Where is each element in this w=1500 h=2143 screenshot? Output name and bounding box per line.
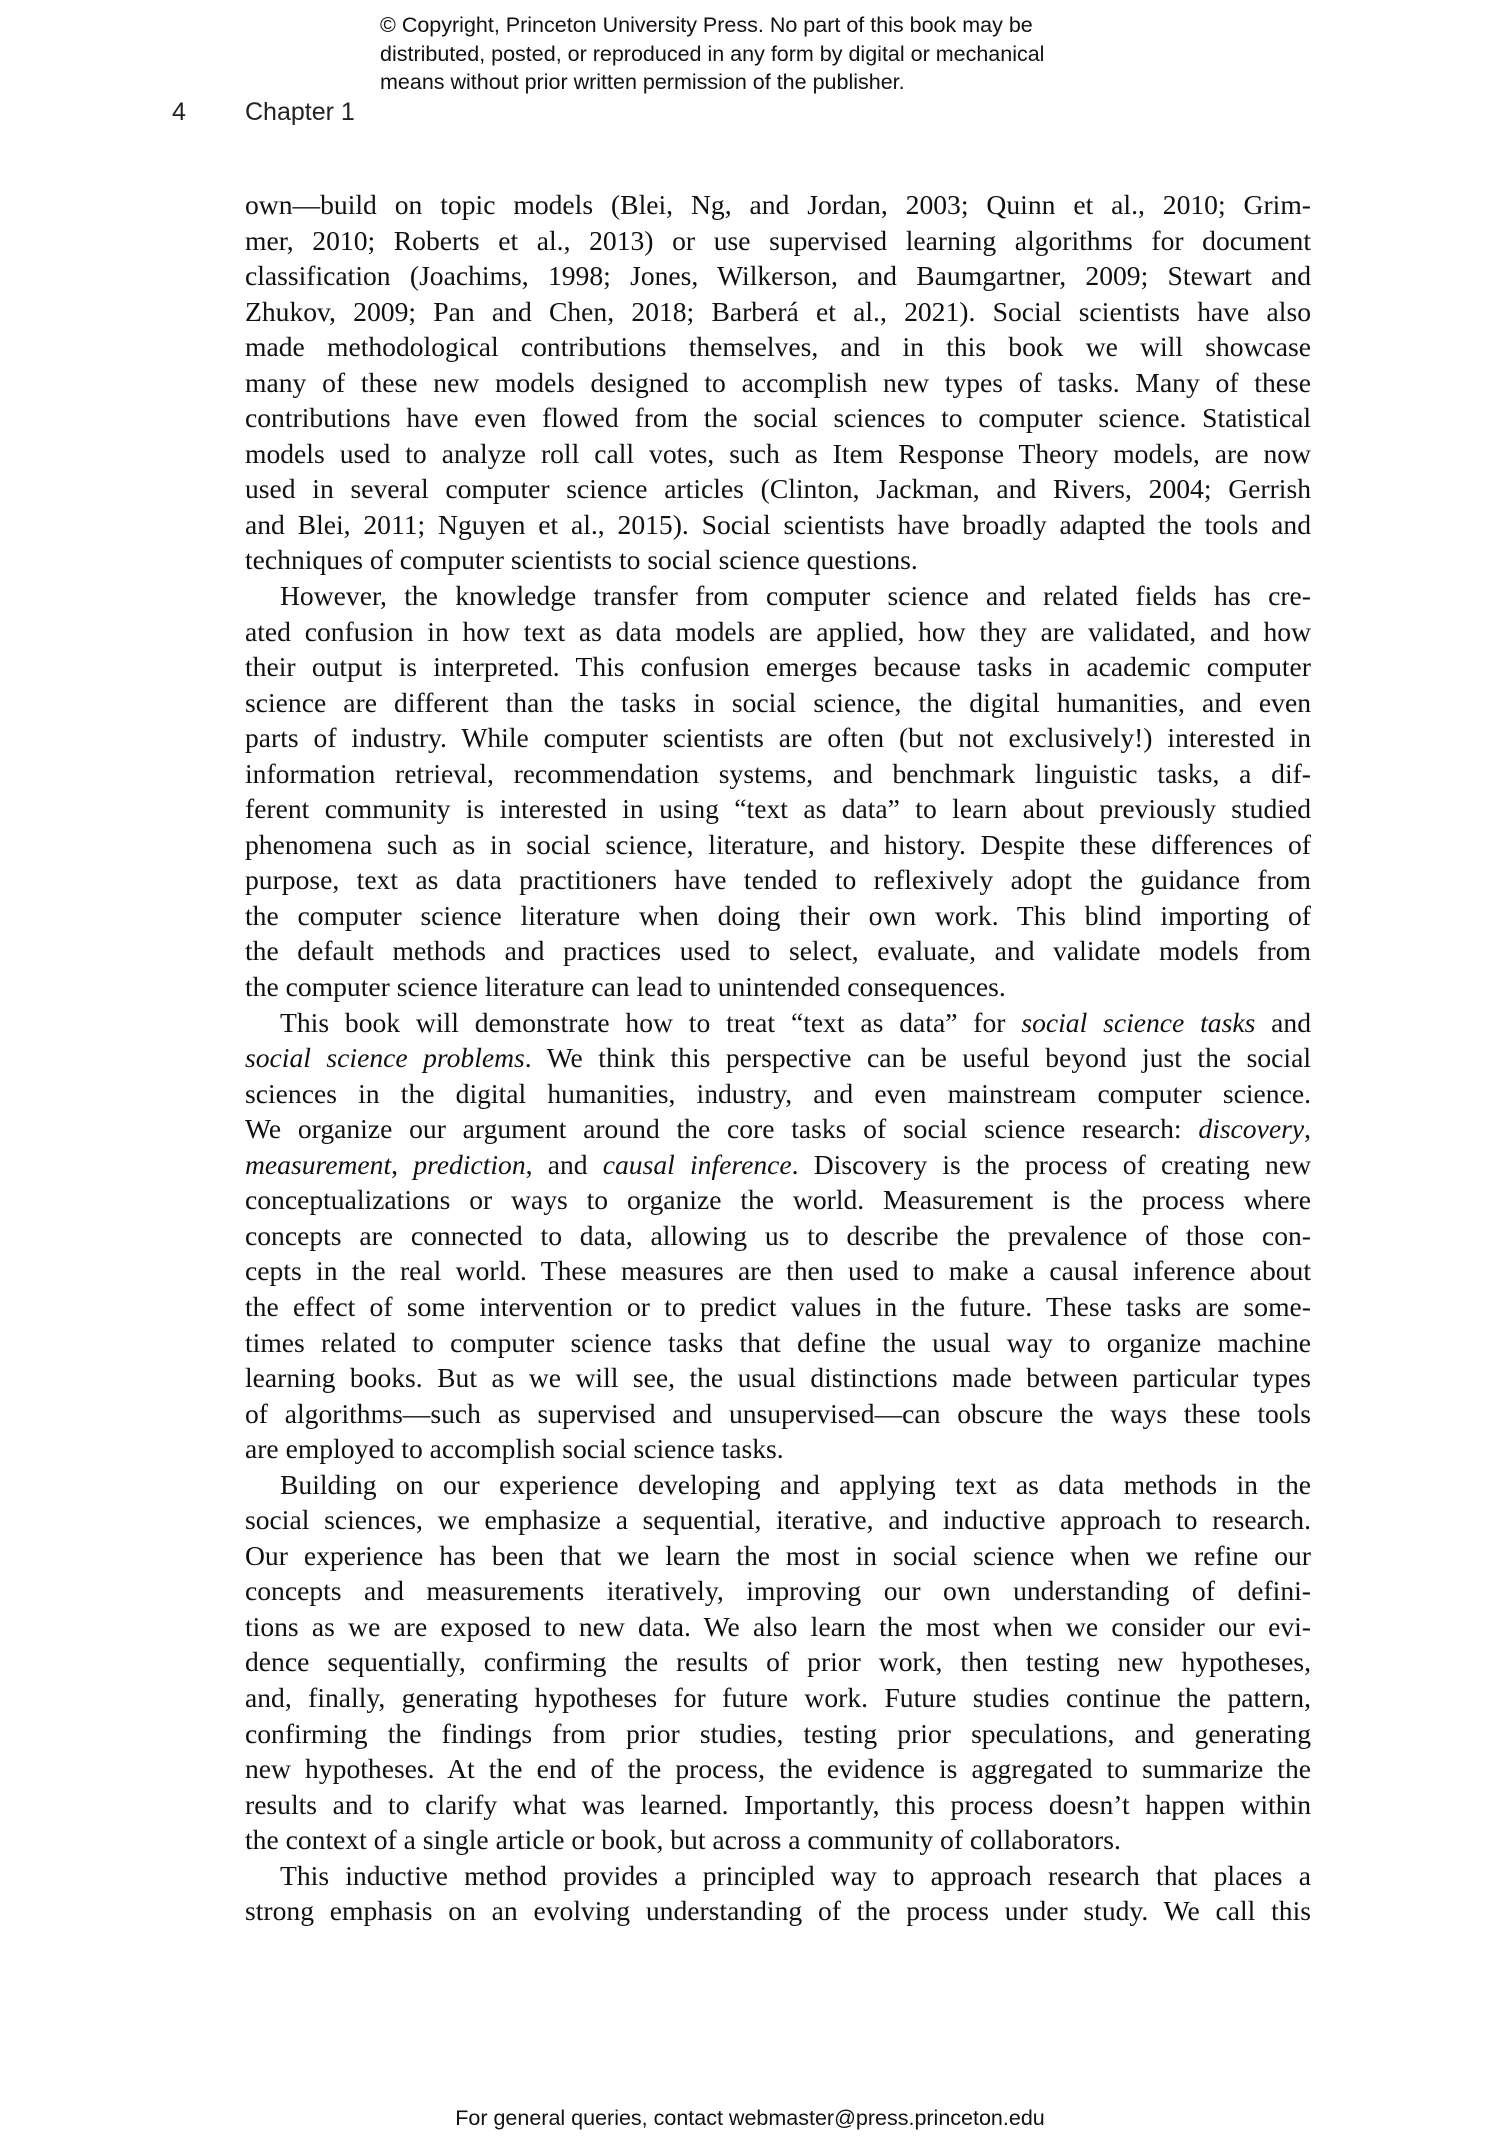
paragraph bbox=[245, 187, 1311, 578]
paragraph bbox=[245, 578, 1311, 1005]
text-line: of algorithms—such as supervised and unsupervised—can obscure the ways these tools bbox=[245, 1397, 1311, 1429]
text-line: However, the knowledge transfer from computer science and related fields has cre- bbox=[280, 580, 1311, 612]
text-line: dence sequentially, confirming the results of prior work, then testing new hypotheses, bbox=[245, 1646, 1311, 1678]
emphasis: discovery bbox=[1198, 1113, 1305, 1145]
text-line: concepts are connected to data, allowing us to describe the prevalence of those con- bbox=[245, 1219, 1311, 1251]
text-run: , bbox=[1304, 1113, 1311, 1145]
text-line: the computer science literature when doing their own work. This blind importing of bbox=[245, 899, 1311, 931]
text-line: sciences in the digital humanities, industry, and even mainstream computer science. bbox=[245, 1077, 1311, 1109]
text-line: purpose, text as data practitioners have tended to reflexively adopt the guidance from bbox=[245, 864, 1311, 896]
text-line: parts of industry. While computer scientists are often (but not exclusively!) interested in bbox=[245, 722, 1311, 754]
text-line: science are different than the tasks in social science, the digital humanities, and even bbox=[245, 686, 1311, 718]
text-line: their output is interpreted. This confusion emerges because tasks in academic computer bbox=[245, 651, 1311, 683]
text-line: tions as we are exposed to new data. We also learn the most when we consider our evi- bbox=[245, 1610, 1311, 1642]
text-line: the default methods and practices used to select, evaluate, and validate models from bbox=[245, 935, 1311, 967]
emphasis: measurement bbox=[245, 1148, 392, 1180]
text-line: confirming the findings from prior studies, testing prior speculations, and generating bbox=[245, 1717, 1311, 1749]
copyright-notice bbox=[380, 11, 1200, 97]
text-line: cepts in the real world. These measures are then used to make a causal inference about bbox=[245, 1255, 1311, 1287]
text-line bbox=[245, 1111, 1311, 1147]
text-line: techniques of computer scientists to social science questions. bbox=[245, 544, 918, 576]
text-line: mer, 2010; Roberts et al., 2013) or use supervised learning algorithms for document bbox=[245, 224, 1311, 256]
text-line: models used to analyze roll call votes, such as Item Response Theory models, are now bbox=[245, 437, 1311, 469]
text-line: many of these new models designed to accomplish new types of tasks. Many of these bbox=[245, 366, 1311, 398]
text-line: conceptualizations or ways to organize the world. Measurement is the process where bbox=[245, 1184, 1311, 1216]
text-line: ferent community is interested in using “text as data” to learn about previously studied bbox=[245, 793, 1311, 825]
text-line: strong emphasis on an evolving understanding of the process under study. We call this bbox=[245, 1895, 1311, 1927]
emphasis: causal inference bbox=[602, 1148, 792, 1180]
text-line: social sciences, we emphasize a sequential, iterative, and inductive approach to research. bbox=[245, 1504, 1311, 1536]
footer-contact: For general queries, contact webmaster@press.princeton.edu bbox=[455, 2106, 1045, 2130]
text-line: and, finally, generating hypotheses for future work. Future studies continue the pattern, bbox=[245, 1681, 1311, 1713]
text-line bbox=[245, 1147, 1311, 1183]
text-run: , and bbox=[525, 1148, 603, 1180]
text-line: and Blei, 2011; Nguyen et al., 2015). Social scientists have broadly adapted the tools and bbox=[245, 508, 1311, 540]
text-line: Zhukov, 2009; Pan and Chen, 2018; Barberá et al., 2021). Social scientists have also bbox=[245, 295, 1311, 327]
text-run: This book will demonstrate how to treat “text as data” for bbox=[280, 1006, 1022, 1038]
paragraph bbox=[245, 1005, 1311, 1467]
text-line: classification (Joachims, 1998; Jones, Wilkerson, and Baumgartner, 2009; Stewart and bbox=[245, 260, 1311, 292]
text-line: information retrieval, recommendation systems, and benchmark linguistic tasks, a dif- bbox=[245, 757, 1311, 789]
text-run: . Discovery is the process of creating new bbox=[791, 1148, 1312, 1180]
text-line: Building on our experience developing and applying text as data methods in the bbox=[280, 1468, 1311, 1500]
chapter-label: Chapter 1 bbox=[245, 98, 355, 126]
text-line: This inductive method provides a principled way to approach research that places a bbox=[280, 1859, 1311, 1891]
paragraph bbox=[245, 1858, 1311, 1929]
copyright-line: means without prior written permission of the publisher. bbox=[380, 70, 905, 94]
text-line: the computer science literature can lead to unintended consequences. bbox=[245, 971, 1006, 1003]
text-line: times related to computer science tasks that define the usual way to organize machine bbox=[245, 1326, 1311, 1358]
copyright-line: © Copyright, Princeton University Press. No part of this book may be bbox=[380, 13, 1033, 37]
emphasis: social science problems bbox=[245, 1042, 525, 1074]
page-number: 4 bbox=[172, 98, 186, 126]
copyright-line: distributed, posted, or reproduced in any form by digital or mechanical bbox=[380, 41, 1045, 66]
text-line: concepts and measurements iteratively, improving our own understanding of defini- bbox=[245, 1575, 1311, 1607]
text-line: own—build on topic models (Blei, Ng, and Jordan, 2003; Quinn et al., 2010; Grim- bbox=[245, 189, 1311, 220]
text-line: phenomena such as in social science, literature, and history. Despite these differences of bbox=[245, 828, 1311, 860]
text-line: contributions have even flowed from the social sciences to computer science. Statistical bbox=[245, 402, 1311, 434]
text-line: Our experience has been that we learn the most in social science when we refine our bbox=[245, 1539, 1311, 1571]
text-line: the context of a single article or book, but across a community of collaborators. bbox=[245, 1824, 1121, 1856]
emphasis: prediction bbox=[413, 1148, 526, 1180]
text-line: results and to clarify what was learned. Importantly, this process doesn’t happen within bbox=[245, 1788, 1311, 1820]
text-line bbox=[245, 1040, 1311, 1076]
emphasis: social science tasks bbox=[1021, 1006, 1256, 1038]
text-line: new hypotheses. At the end of the process, the evidence is aggregated to summarize the bbox=[245, 1753, 1311, 1785]
text-line: the effect of some intervention or to predict values in the future. These tasks are some- bbox=[245, 1290, 1311, 1322]
text-line: learning books. But as we will see, the usual distinctions made between particular types bbox=[245, 1362, 1311, 1394]
text-run: , bbox=[391, 1148, 414, 1180]
paragraph bbox=[245, 1467, 1311, 1858]
text-line: are employed to accomplish social science tasks. bbox=[245, 1433, 784, 1465]
text-line bbox=[245, 1005, 1311, 1041]
text-run: We organize our argument around the core tasks of social science research: bbox=[245, 1113, 1199, 1145]
text-run: and bbox=[1255, 1006, 1311, 1038]
text-line: made methodological contributions themselves, and in this book we will showcase bbox=[245, 331, 1311, 363]
text-line: used in several computer science articles (Clinton, Jackman, and Rivers, 2004; Gerrish bbox=[245, 473, 1311, 505]
text-run: . We think this perspective can be useful beyond just the social bbox=[524, 1042, 1311, 1074]
text-line: ated confusion in how text as data models are applied, how they are validated, and how bbox=[245, 615, 1311, 647]
body-text bbox=[245, 187, 1311, 1929]
